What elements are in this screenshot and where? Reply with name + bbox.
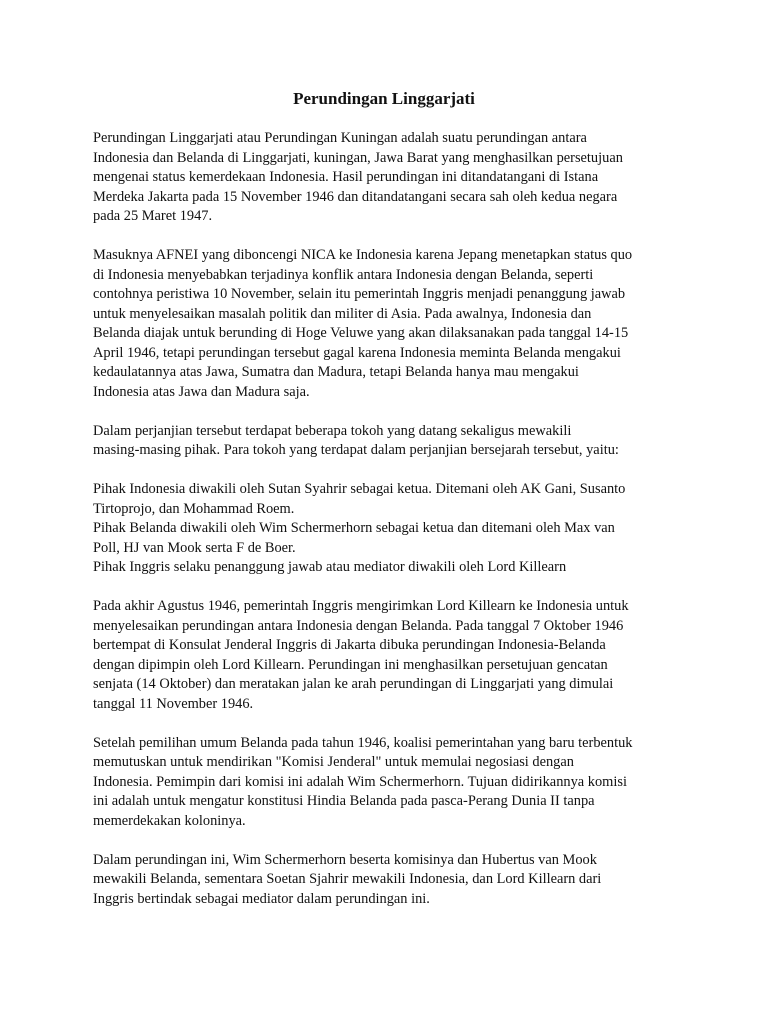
- document-title: Perundingan Linggarjati: [293, 89, 475, 108]
- text-line: Masuknya AFNEI yang diboncengi NICA ke Indonesia karena Jepang menetapkan status quo: [93, 247, 633, 263]
- text-line: memerdekakan koloninya.: [93, 812, 246, 829]
- text-line: mengenai status kemerdekaan Indonesia. Hasil perundingan ini ditandatangani di Istana: [93, 169, 599, 185]
- text-line: memutuskan untuk mendirikan "Komisi Jenderal" untuk memulai negosiasi dengan: [93, 754, 574, 770]
- text-line: masing-masing pihak. Para tokoh yang terdapat dalam perjanjian bersejarah tersebut, yaitu:: [93, 442, 619, 458]
- text-line: Setelah pemilihan umum Belanda pada tahun 1946, koalisi pemerintahan yang baru terbentuk: [93, 734, 633, 751]
- text-line: di Indonesia menyebabkan terjadinya konflik antara Indonesia dengan Belanda, seperti: [93, 266, 594, 283]
- text-line: Dalam perundingan ini, Wim Schermerhorn beserta komisinya dan Hubertus van Mook: [93, 851, 597, 868]
- text-line: contohnya peristiwa 10 November, selain itu pemerintah Inggris menjadi penanggung jawab: [93, 286, 626, 302]
- text-line: ini adalah untuk mengatur konstitusi Hindia Belanda pada pasca-Perang Dunia II tanpa: [93, 793, 595, 809]
- text-line: Belanda diajak untuk berunding di Hoge Veluwe yang akan dilaksanakan pada tanggal 14-15: [93, 325, 629, 341]
- text-line: untuk menyelesaikan masalah politik dan militer di Asia. Pada awalnya, Indonesia dan: [93, 305, 592, 322]
- text-line: tanggal 11 November 1946.: [93, 695, 254, 712]
- paragraph: [93, 734, 693, 832]
- text-line: Inggris bertindak sebagai mediator dalam perundingan ini.: [93, 890, 430, 907]
- text-line: mewakili Belanda, sementara Soetan Sjahrir mewakili Indonesia, dan Lord Killearn dari: [93, 871, 602, 887]
- paragraph: [93, 480, 693, 578]
- text-line: Tirtoprojo, dan Mohammad Roem.: [93, 500, 295, 517]
- text-line: Merdeka Jakarta pada 15 November 1946 dan ditandatangani secara sah oleh kedua negara: [93, 188, 618, 205]
- text-line: dengan dipimpin oleh Lord Killearn. Perundingan ini menghasilkan persetujuan gencatan: [93, 656, 608, 673]
- text-line: menyelesaikan perundingan antara Indonesia dengan Belanda. Pada tanggal 7 Oktober 1946: [93, 617, 624, 634]
- paragraph: [93, 129, 693, 227]
- text-line: bertempat di Konsulat Jenderal Inggris di Jakarta dibuka perundingan Indonesia-Belanda: [93, 637, 606, 653]
- text-line: pada 25 Maret 1947.: [93, 208, 213, 224]
- document-body: [93, 129, 693, 929]
- text-line: Pihak Indonesia diwakili oleh Sutan Syahrir sebagai ketua. Ditemani oleh AK Gani, Susanto: [93, 481, 626, 497]
- text-line: Indonesia atas Jawa dan Madura saja.: [93, 383, 310, 400]
- text-line: senjata (14 Oktober) dan meratakan jalan ke arah perundingan di Linggarjati yang dimulai: [93, 676, 614, 692]
- text-line: Pihak Belanda diwakili oleh Wim Schermerhorn sebagai ketua dan ditemani oleh Max van: [93, 520, 615, 536]
- text-line: kedaulatannya atas Jawa, Sumatra dan Madura, tetapi Belanda hanya mau mengakui: [93, 364, 579, 380]
- paragraph: [93, 422, 693, 461]
- text-line: Indonesia dan Belanda di Linggarjati, kuningan, Jawa Barat yang menghasilkan persetujuan: [93, 149, 623, 166]
- text-line: Pada akhir Agustus 1946, pemerintah Inggris mengirimkan Lord Killearn ke Indonesia untuk: [93, 598, 629, 614]
- text-line: Perundingan Linggarjati atau Perundingan Kuningan adalah suatu perundingan antara: [93, 130, 587, 146]
- paragraph: [93, 851, 693, 910]
- text-line: Pihak Inggris selaku penanggung jawab atau mediator diwakili oleh Lord Killearn: [93, 559, 567, 575]
- paragraph: [93, 597, 693, 714]
- text-line: April 1946, tetapi perundingan tersebut gagal karena Indonesia meminta Belanda mengakui: [93, 344, 621, 361]
- text-line: Poll, HJ van Mook serta F de Boer.: [93, 539, 296, 556]
- text-line: Indonesia. Pemimpin dari komisi ini adalah Wim Schermerhorn. Tujuan didirikannya komisi: [93, 773, 627, 790]
- paragraph: [93, 246, 693, 402]
- text-line: Dalam perjanjian tersebut terdapat beberapa tokoh yang datang sekaligus mewakili: [93, 422, 572, 439]
